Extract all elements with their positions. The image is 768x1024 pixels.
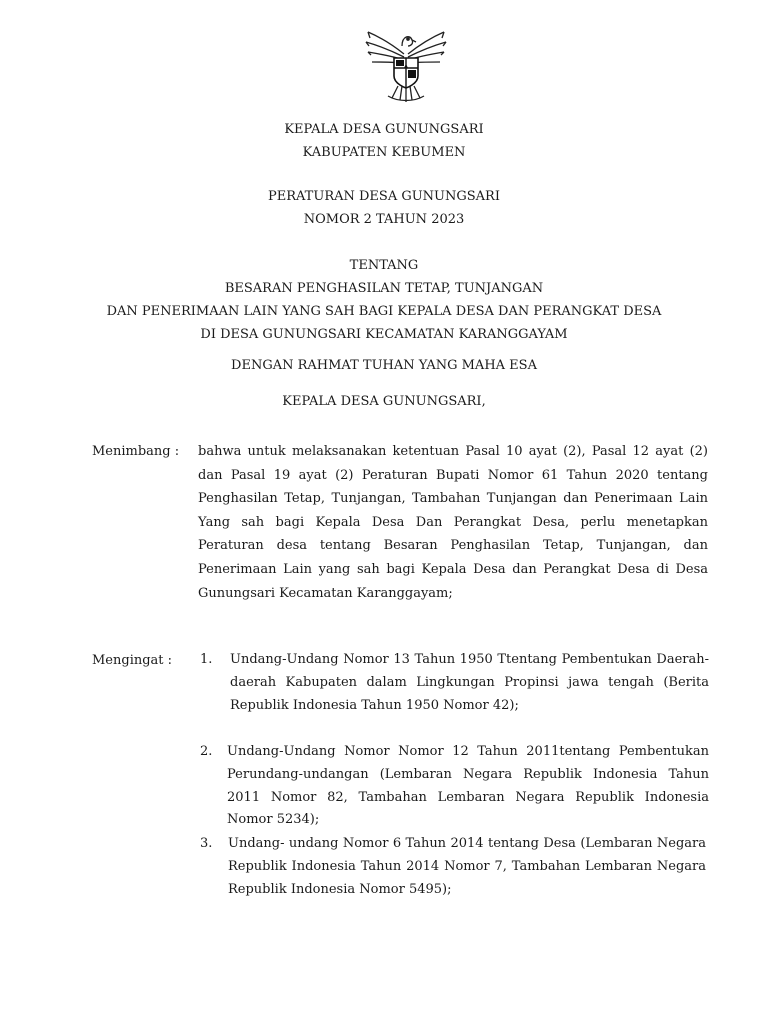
mengingat-item-number: 1. [200,652,213,667]
regulation-title [0,185,768,231]
regulation-line-1: PERATURAN DESA GUNUNGSARI [267,189,500,204]
mengingat-item-text: Undang-Undang Nomor Nomor 12 Tahun 2011tentang Pembentukan Perundang-undangan (Lembaran Negara Republik Indonesia Tahun 2011 Nomor 82, Tambahan Lembaran Negara Republik Indonesia Nomor 5234); [227,744,709,828]
mengingat-item-text: Undang-Undang Nomor 13 Tahun 1950 Ttentang Pembentukan Daerah-daerah Kabupaten dalam Lingkungan Propinsi jawa tengah (Berita Republik Indonesia Tahun 1950 Nomor 42); [230,652,709,713]
blessing [0,354,768,377]
header-line-2: KABUPATEN KEBUMEN [302,145,466,160]
menimbang-text: bahwa untuk melaksanakan ketentuan Pasal 10 ayat (2), Pasal 12 ayat (2) dan Pasal 19 ayat (2) Peraturan Bupati Nomor 61 Tahun 2020 tentang Penghasilan Tetap, Tunjangan, Tambahan Tunjangan dan Penerimaan Lain Yang sah bagi Kepala Desa Dan Perangkat Desa, perlu menetapkan Peraturan desa tentang Besaran Penghasilan Tetap, Tunjangan, dan Penerimaan Lain yang sah bagi Kepala Desa dan Perangkat Desa di Desa Gunungsari Kecamatan Karanggayam; [198,444,708,601]
mengingat-item-text: Undang- undang Nomor 6 Tahun 2014 tentang Desa (Lembaran Negara Republik Indonesia Tahun 2014 Nomor 7, Tambahan Lembaran Negara Republik Indonesia Nomor 5495); [228,836,706,897]
subject [0,254,768,346]
header-line-1: KEPALA DESA GUNUNGSARI [284,122,484,137]
subject-line-1: BESARAN PENGHASILAN TETAP, TUNJANGAN [224,281,544,296]
mengingat-item-number: 3. [200,836,213,851]
issuer-text: KEPALA DESA GUNUNGSARI, [282,394,486,409]
mengingat-item-number: 2. [200,744,213,759]
subject-line-3: DI DESA GUNUNGSARI KECAMATAN KARANGGAYAM [200,327,568,342]
blessing-text: DENGAN RAHMAT TUHAN YANG MAHA ESA [231,358,537,373]
garuda-emblem-icon [358,24,454,104]
header [0,118,768,164]
mengingat-label: Mengingat : [92,653,173,668]
issuer [0,390,768,413]
subject-tentang: TENTANG [349,258,419,273]
menimbang-label: Menimbang : [92,444,180,459]
regulation-line-2: NOMOR 2 TAHUN 2023 [303,212,465,227]
subject-line-2: DAN PENERIMAAN LAIN YANG SAH BAGI KEPALA DESA DAN PERANGKAT DESA [106,304,662,319]
